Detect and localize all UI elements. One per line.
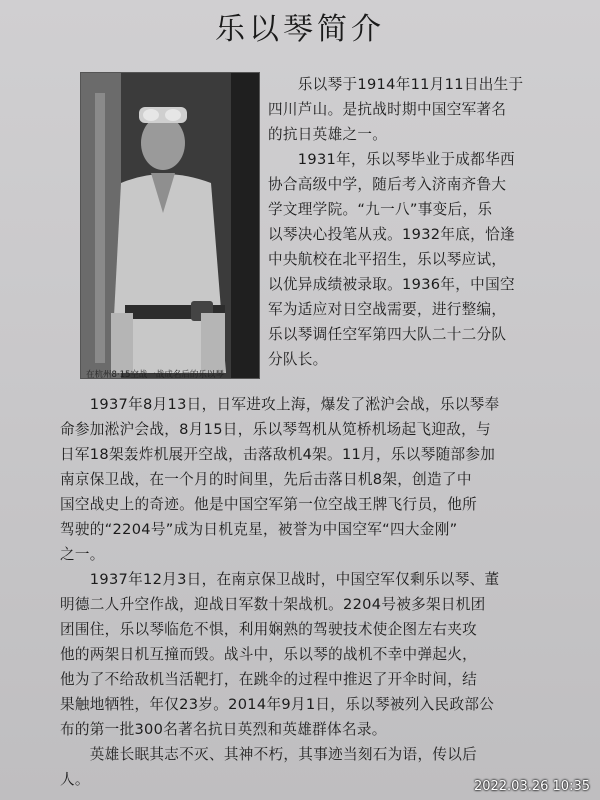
bio-text-line: 命参加淞沪会战，8月15日，乐以琴驾机从笕桥机场起飞迎敌，与 — [60, 421, 491, 438]
bio-text-line: 英雄长眠其志不灭、其神不朽，其事迹当刻石为语，传以后 — [60, 746, 478, 763]
bio-text-line: 以优异成绩被录取。1936年，中国空 — [268, 276, 515, 293]
bio-text-line: 驾驶的“2204号”成为日机克星，被誉为中国空军“四大金刚” — [60, 521, 458, 538]
bio-text-line: 1937年12月3日，在南京保卫战时，中国空军仅剩乐以琴、董 — [60, 571, 500, 588]
bio-text-line: 国空战史上的奇迹。他是中国空军第一位空战王牌飞行员，他所 — [60, 496, 478, 513]
pilot-portrait-photo — [80, 72, 260, 379]
photo-timestamp: 2022.03.26 10:35 — [473, 779, 590, 794]
bio-text-line: 乐以琴于1914年11月11日出生于 — [268, 76, 524, 93]
photo-caption: 在杭州8·15空战一战成名后的乐以琴 — [86, 370, 224, 380]
page-title: 乐以琴简介 — [215, 12, 385, 47]
bio-text-line: 布的第一批300名著名抗日英烈和英雄群体名录。 — [60, 721, 387, 738]
bio-text-line: 分队长。 — [268, 351, 328, 368]
bio-text-line: 团围住，乐以琴临危不惧，利用娴熟的驾驶技术使企图左右夹攻 — [60, 621, 478, 638]
bio-text-line: 中央航校在北平招生，乐以琴应试， — [268, 251, 507, 268]
bio-text-line: 果触地牺牲，年仅23岁。2014年9月1日，乐以琴被列入民政部公 — [60, 696, 495, 713]
bio-text-line: 四川芦山。是抗战时期中国空军著名 — [268, 101, 507, 118]
bio-text-line: 乐以琴调任空军第四大队二十二分队 — [268, 326, 507, 343]
bio-text-line: 人。 — [60, 771, 90, 788]
bio-text-line: 之一。 — [60, 546, 105, 563]
bio-text-line: 1937年8月13日，日军进攻上海，爆发了淞沪会战，乐以琴奉 — [60, 396, 500, 413]
bio-text-line: 军为适应对日空战需要，进行整编， — [268, 301, 507, 318]
bio-text-line: 他的两架日机互撞而毁。战斗中，乐以琴的战机不幸中弹起火， — [60, 646, 478, 663]
bio-text-line: 日军18架轰炸机展开空战，击落敌机4架。11月，乐以琴随部参加 — [60, 446, 496, 463]
bio-text-line: 他为了不给敌机当活靶打，在跳伞的过程中推迟了开伞时间，结 — [60, 671, 478, 688]
bio-text-line: 以琴决心投笔从戎。1932年底，恰逢 — [268, 226, 515, 243]
portrait-photo-icon — [81, 73, 259, 378]
bio-text-line: 南京保卫战，在一个月的时间里，先后击落日机8架，创造了中 — [60, 471, 472, 488]
bio-text-line: 明德二人升空作战，迎战日军数十架战机。2204号被多架日机团 — [60, 596, 486, 613]
bio-text-line: 的抗日英雄之一。 — [268, 126, 388, 143]
bio-text-line: 1931年，乐以琴毕业于成都华西 — [268, 151, 515, 168]
bio-text-line: 协合高级中学，随后考入济南齐鲁大 — [268, 176, 507, 193]
bio-text-line: 学文理学院。“九一八”事变后，乐 — [268, 201, 493, 218]
